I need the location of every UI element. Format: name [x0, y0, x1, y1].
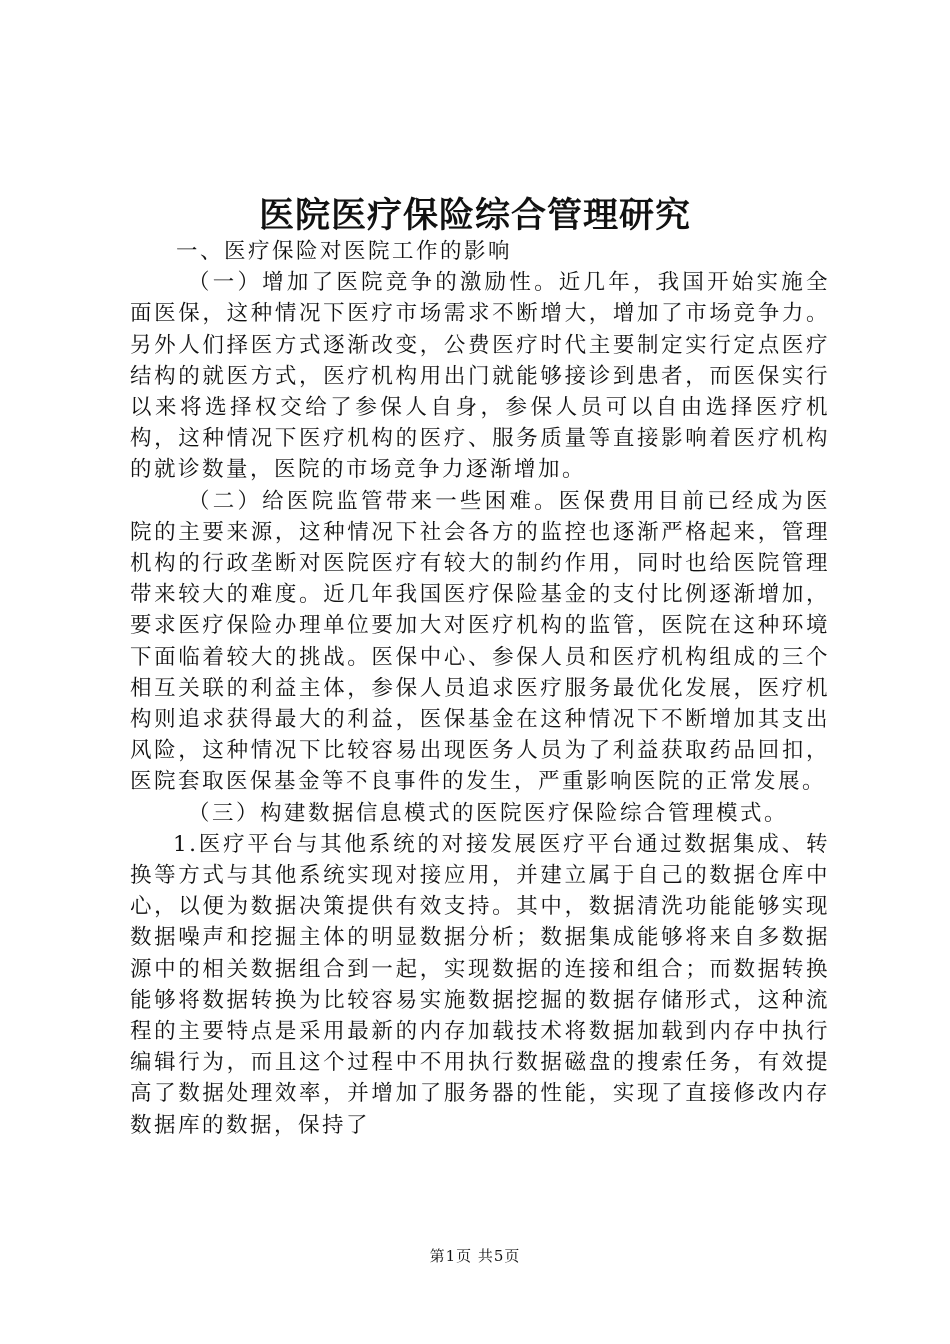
- page-footer: 第1页 共5页: [429, 1247, 521, 1265]
- section-heading: 一、医疗保险对医院工作的影响: [176, 239, 513, 264]
- paragraph-competition: （一）增加了医院竞争的激励性。近几年，我国开始实施全面医保，这种情况下医疗市场需求不断增大，增加了市场竞争力。另外人们择医方式逐渐改变，公费医疗时代主要制定实行定点医疗结构的就医方式，医疗机构用出门就能够接诊到患者，而医保实行以来将选择权交给了参保人自身，参保人员可以自由选择医疗机构，这种情况下医疗机构的医疗、服务质量等直接影响着医疗机构的就诊数量，医院的市场竞争力逐渐增加。: [130, 270, 830, 483]
- document-body: [130, 236, 830, 1141]
- paragraph-supervision: （二）给医院监管带来一些困难。医保费用目前已经成为医院的主要来源，这种情况下社会各方的监控也逐渐严格起来，管理机构的行政垄断对医院医疗有较大的制约作用，同时也给医院管理带来较大的难度。近几年我国医疗保险基金的支付比例逐渐增加，要求医疗保险办理单位要加大对医疗机构的监管，医院在这种环境下面临着较大的挑战。医保中心、参保人员和医疗机构组成的三个相互关联的利益主体，参保人员追求医疗服务最优化发展，医疗机构则追求获得最大的利益，医保基金在这种情况下不断增加其支出风险，这种情况下比较容易出现医务人员为了利益获取药品回扣，医院套取医保基金等不良事件的发生，严重影响医院的正常发展。: [130, 488, 830, 795]
- paragraph-platform-integration: 1.医疗平台与其他系统的对接发展医疗平台通过数据集成、转换等方式与其他系统实现对接应用，并建立属于自己的数据仓库中心，以便为数据决策提供有效支持。其中，数据清洗功能能够实现数据噪声和挖掘主体的明显数据分析；数据集成能够将来自多数据源中的相关数据组合到一起，实现数据的连接和组合；而数据转换能够将数据转换为比较容易实施数据挖掘的数据存储形式，这种流程的主要特点是采用最新的内存加载技术将数据加载到内存中执行编辑行为，而且这个过程中不用执行数据磁盘的搜索任务，有效提高了数据处理效率，并增加了服务器的性能，实现了直接修改内存数据库的数据，保持了: [130, 831, 830, 1138]
- document-title: 医院医疗保险综合管理研究: [258, 195, 691, 236]
- paragraph-data-model: （三）构建数据信息模式的医院医疗保险综合管理模式。: [188, 800, 789, 826]
